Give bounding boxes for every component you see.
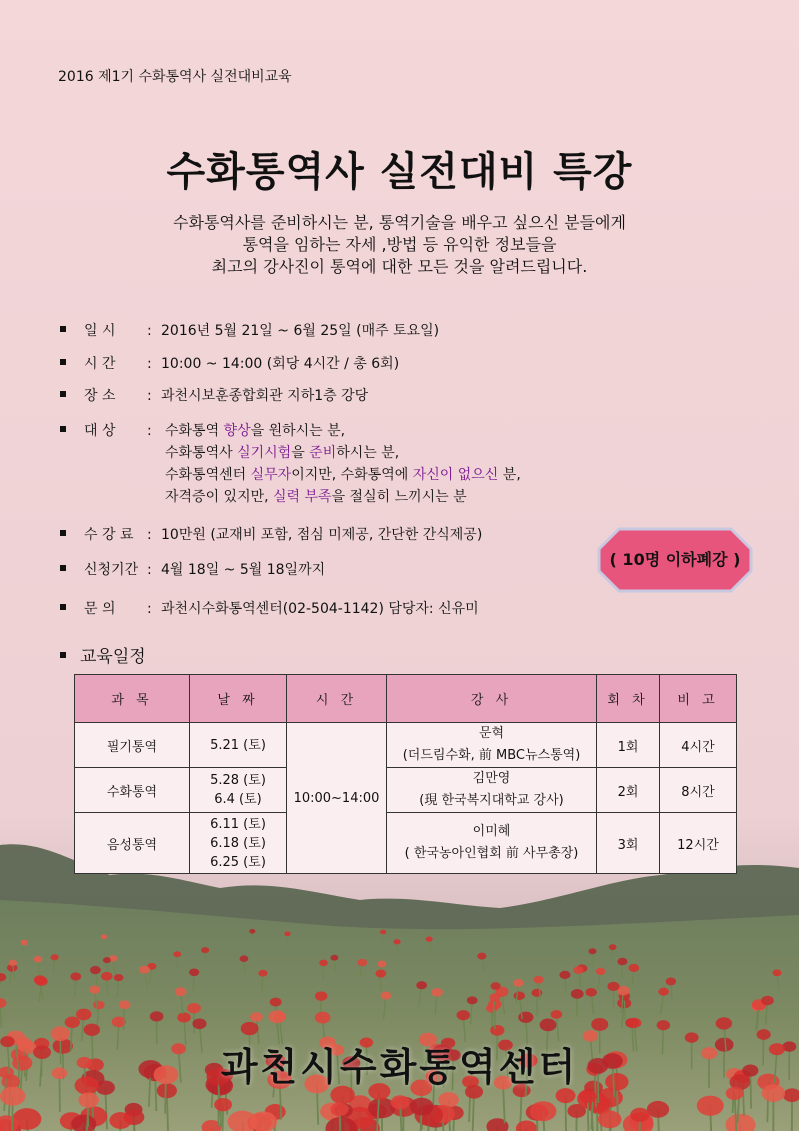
bullet-icon [60,652,66,658]
info-time: 시 간 : 10:00 ~ 14:00 (회당 4시간 / 총 6회) [60,353,399,375]
info-label: 장 소 [84,388,116,404]
page-title: 수화통역사 실전대비 특강 [166,149,633,195]
cell-dates [190,723,287,768]
cell-note: 12시간 [660,813,737,874]
table-row [75,723,737,768]
audience-line [165,442,521,464]
instructor-name: 이미혜 [472,824,511,839]
schedule-heading [60,642,146,667]
date-line: 6.25 (토) [210,854,266,870]
info-target: 대 상 : [60,420,161,442]
header-round: 회 차 [597,675,660,723]
schedule-heading-label: 교육일정 [80,647,146,667]
info-label: 일 시 [84,323,116,339]
info-label: 문 의 [84,601,116,617]
info-fee: 수 강 료 : 10만원 (교재비 포함, 점심 미제공, 간단한 간식제공) [60,524,482,546]
highlight-text: 향상 [223,423,251,439]
cell-time: 10:00~14:00 [287,723,387,874]
bullet-icon [60,359,66,365]
info-apply: 신청기간 : 4월 18일 ~ 5월 18일까지 [60,559,325,581]
audience-line [165,464,521,486]
intro-line: 최고의 강사진이 통역에 대한 모든 것을 알려드립니다. [211,257,588,276]
bullet-icon [60,391,66,397]
bullet-icon [60,530,66,536]
info-place: 장 소 : 과천시보훈종합회관 지하1층 강당 [60,385,368,407]
date-line: 6.11 (토) [210,816,266,832]
bullet-icon [60,604,66,610]
audience-text: 수화통역센터 [165,467,251,483]
date-line: 6.18 (토) [210,835,266,851]
info-label: 시 간 [84,356,116,372]
audience-line [165,420,521,442]
min-enrollment-badge: ( 10명 이하폐강 ) [609,550,741,569]
header-instructor: 강 사 [387,675,597,723]
info-value: 10:00 ~ 14:00 (회당 4시간 / 총 6회) [161,356,400,372]
highlight-text: 준비 [309,445,337,461]
header-date: 날 짜 [190,675,287,723]
instructor-name: 문혁 [478,726,505,741]
info-contact: 문 의 : 과천시수화통역센터(02-504-1142) 담당자: 신유미 [60,598,479,620]
instructor-affiliation: ( 한국농아인협회 前 사무총장) [404,846,579,861]
info-label: 수 강 료 [84,527,134,543]
cell-dates [190,768,287,813]
instructor-affiliation: (더드림수화, 前 MBC뉴스통역) [402,748,581,763]
cell-instructor [387,723,597,768]
schedule-table [74,674,737,874]
header-time: 시 간 [287,675,387,723]
info-date: 일 시 : 2016년 5월 21일 ~ 6월 25일 (매주 토요일) [60,320,439,342]
cell-instructor [387,813,597,874]
intro-line: 수화통역사를 준비하시는 분, 통역기술을 배우고 싶으신 분들에게 [173,213,626,232]
highlight-text: 실력 부족 [273,489,332,505]
audience-text: 수화통역사 [165,445,238,461]
cell-note: 4시간 [660,723,737,768]
table-header-row [75,675,737,723]
bullet-icon [60,565,66,571]
info-label: 신청기간 [84,562,139,578]
series-label: 2016 제1기 수화통역사 실전대비교육 [58,69,292,85]
cell-round: 2회 [597,768,660,813]
cell-round: 1회 [597,723,660,768]
audience-text: 을 원하시는 분, [250,423,346,439]
info-value: 과천시수화통역센터(02-504-1142) 담당자: 신유미 [161,601,479,617]
audience-text: 수화통역 [165,423,224,439]
highlight-text: 실기시험 [237,445,292,461]
instructor-name: 김만영 [472,771,511,786]
table-row [75,768,737,813]
info-value: 10만원 (교재비 포함, 점심 미제공, 간단한 간식제공) [161,527,483,543]
audience-text: 이지만, 수화통역에 [291,467,413,483]
table-row [75,813,737,874]
instructor-affiliation: (現 한국복지대학교 강사) [419,793,564,808]
info-value: 2016년 5월 21일 ~ 6월 25일 (매주 토요일) [161,323,440,339]
cell-subject: 필기통역 [75,723,190,768]
info-label: 대 상 [84,423,116,439]
cell-round: 3회 [597,813,660,874]
intro-line: 통역을 임하는 자세 ,방법 등 유익한 정보들을 [242,235,557,254]
date-line: 6.4 (토) [214,792,262,807]
cell-subject: 음성통역 [75,813,190,874]
bullet-icon [60,426,66,432]
header-note: 비 고 [660,675,737,723]
highlight-text: 자신이 없으신 [412,467,499,483]
info-value: 4월 18일 ~ 5월 18일까지 [161,562,326,578]
intro-text [0,212,799,278]
bullet-icon [60,326,66,332]
cell-subject: 수화통역 [75,768,190,813]
audience-text: 하시는 분, [336,445,400,461]
audience-text: 을 절실히 느끼시는 분 [331,489,467,505]
cell-dates [190,813,287,874]
cell-instructor [387,768,597,813]
info-value: 과천시보훈종합회관 지하1층 강당 [161,388,369,404]
date-line: 5.21 (토) [210,737,266,753]
audience-list [165,420,521,508]
header-subject: 과 목 [75,675,190,723]
highlight-text: 실무자 [250,467,292,483]
audience-text: 자격증이 있지만, [165,489,274,505]
audience-text: 을 [291,445,310,461]
audience-line [165,486,521,508]
organization-name: 과천시수화통역센터 [220,1045,579,1089]
date-line: 5.28 (토) [210,773,266,788]
audience-text: 분, [498,467,521,483]
cell-note: 8시간 [660,768,737,813]
